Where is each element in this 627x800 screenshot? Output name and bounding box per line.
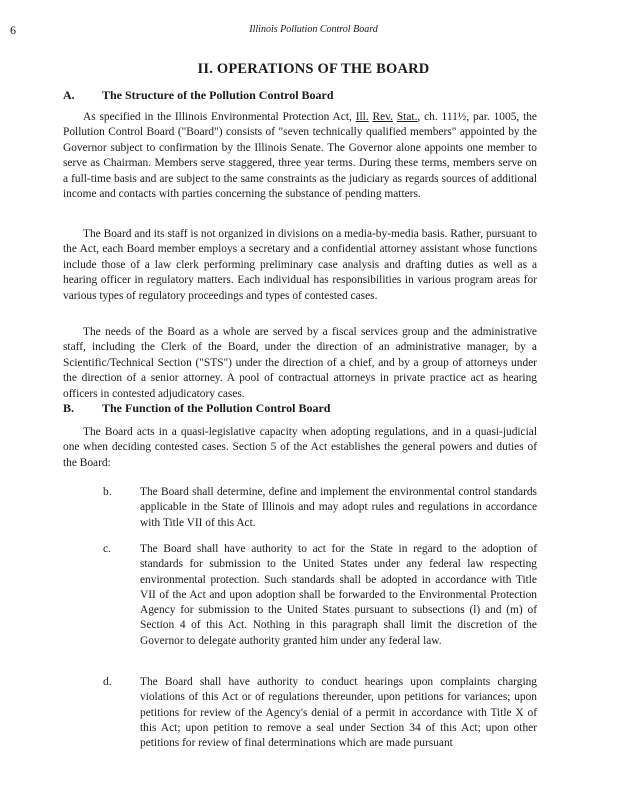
page-number: 6 [10,23,16,37]
cite-rev: Rev. [372,111,393,123]
cite-stat: Stat. [396,111,418,123]
section-b-intro-text: The Board acts in a quasi-legislative capacity when adopting regulations, and in a quasi-judicial one when deciding contested cases. Section 5 of the Act establishes the general powers and duties of the Board: [63,426,537,469]
list-item-letter: c. [103,543,111,555]
para2-text: The Board and its staff is not organized in divisions on a media-by-media basis. Rather, pursuant to the Act, each Board member employs a secretary and a confidential attorney assistant whose functions include those of a law clerk performing preliminary case analysis and drafting duties as well as a hearing officer in regulatory matters. Each individual has responsibilities in various program areas for various types of regulatory proceedings and types of contested cases. [63,228,537,302]
list-item [63,485,537,531]
list-item-text: The Board shall have authority to conduct hearings upon complaints charging violations of this Act or of regulations thereunder, upon petitions for variances; upon petitions for review of the Agency's denial of a permit in accordance with Title X of this Act; upon petition to remove a seal under Section 34 of this Act; upon other petitions for review of final determinations which are made pursuant [140,676,537,750]
section-b-number: B. [63,401,75,415]
section-b-title: The Function of the Pollution Control Board [102,401,331,415]
section-b-heading [63,401,330,416]
list-item [63,675,537,751]
running-header: Illinois Pollution Control Board [249,24,378,35]
para1-pre: As specified in the Illinois Environmental Protection Act, [83,111,356,123]
list-item-text: The Board shall have authority to act for the State in regard to the adoption of standards for submission to the United States under any federal law respecting environmental protection. Such standards shall be adopted in accordance with Title VII of the Act and upon adoption shall be forwarded to the Environmental Protection Agency for submission to the United States pursuant to subsections (l) and (m) of Section 4 of this Act. Nothing in this paragraph shall limit the discretion of the Governor to delegate authority granted him under any federal law. [140,543,537,647]
list-item-letter: d. [103,676,112,688]
section-a-paragraph-3 [63,325,537,402]
para3-text: The needs of the Board as a whole are served by a fiscal services group and the administrative staff, including the Clerk of the Board, under the direction of an administrative manager, by a Scientific/Technical Section ("STS") under the direction of a chief, and by a group of attorneys under the direction of a senior attorney. A pool of contractual attorneys in private practice act as hearing officers in contested adjudicatory cases. [63,326,537,400]
section-a-heading [63,88,334,103]
section-a-number: A. [63,88,75,102]
section-a-paragraph-1 [63,110,537,202]
section-a-paragraph-2 [63,227,537,304]
list-item-letter: b. [103,486,112,498]
list-item-text: The Board shall determine, define and implement the environmental control standards applicable in the State of Illinois and may adopt rules and regulations in accordance with Title VII of this Act. [140,486,537,529]
chapter-title: II. OPERATIONS OF THE BOARD [197,61,430,77]
list-item [63,542,537,649]
para1-post: , ch. 111½, par. 1005, the Pollution Control Board ("Board") consists of "seven technically qualified members" appointed by the Governor subject to confirmation by the Illinois Senate. The Governor alone appoints one member to serve as Chairman. Members serve staggered, three year terms. During these terms, members serve on a full-time basis and are subject to the same constraints as the judiciary as regards sources of additional income and contacts with parties concerning the substance of pending matters. [63,111,537,201]
section-a-title: The Structure of the Pollution Control Board [102,88,334,102]
section-b-intro [63,425,537,471]
cite-ill: Ill. [355,111,369,123]
